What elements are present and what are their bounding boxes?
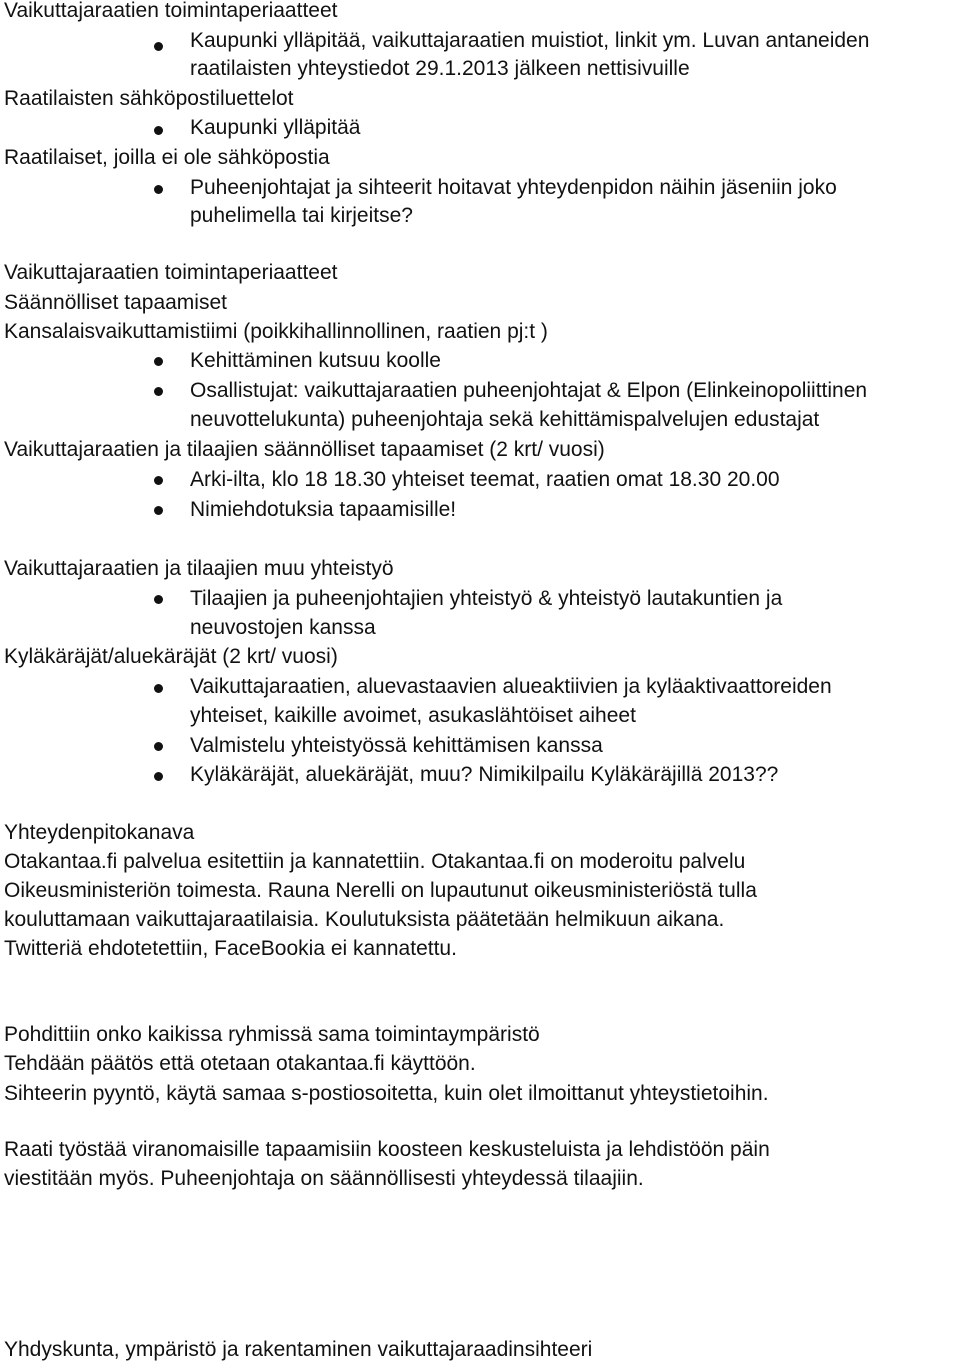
bullet-dot bbox=[154, 185, 163, 194]
bullet-dot bbox=[154, 684, 163, 693]
section4-heading: Yhteydenpitokanava bbox=[4, 821, 195, 844]
section5-line2: Tehdään päätös että otetaan otakantaa.fi käyttöön. bbox=[4, 1052, 476, 1075]
section1-bullet2: Kaupunki ylläpitää bbox=[190, 116, 361, 139]
section2-regular-line: Vaikuttajaraatien ja tilaajien säännölliset tapaamiset (2 krt/ vuosi) bbox=[4, 438, 605, 461]
section6-line2: viestitään myös. Puheenjohtaja on säännöllisesti yhteydessä tilaajiin. bbox=[4, 1167, 644, 1190]
section2-bullet4: Nimiehdotuksia tapaamisille! bbox=[190, 498, 457, 521]
bullet-dot bbox=[154, 387, 163, 396]
section3-bullet2-line2: yhteiset, kaikille avoimet, asukaslähtöiset aiheet bbox=[190, 704, 636, 727]
section4-line2: Oikeusministeriön toimesta. Rauna Nerelli on lupautunut oikeusministeriöstä tulla bbox=[4, 879, 757, 902]
section2-bullet3: Arki-ilta, klo 18 18.30 yhteiset teemat, raatien omat 18.30 20.00 bbox=[190, 468, 780, 491]
section3-bullet1-line2: neuvostojen kanssa bbox=[190, 616, 376, 639]
section3-bullet3: Valmistelu yhteistyössä kehittämisen kanssa bbox=[190, 734, 603, 757]
section1-bullet3-line1: Puheenjohtajat ja sihteerit hoitavat yhteydenpidon näihin jäseniin joko bbox=[190, 176, 837, 199]
section2-bullet1: Kehittäminen kutsuu koolle bbox=[190, 349, 441, 372]
footer-signature: Yhdyskunta, ympäristö ja rakentaminen vaikuttajaraadinsihteeri bbox=[4, 1338, 593, 1361]
section4-line4: Twitteriä ehdotetettiin, FaceBookia ei kannatettu. bbox=[4, 937, 457, 960]
bullet-dot bbox=[154, 742, 163, 751]
section5-line3: Sihteerin pyyntö, käytä samaa s-postiosoitetta, kuin olet ilmoittanut yhteystietoihin. bbox=[4, 1082, 769, 1105]
section4-line1: Otakantaa.fi palvelua esitettiin ja kannatettiin. Otakantaa.fi on moderoitu palvelu bbox=[4, 850, 746, 873]
section6-line1: Raati työstää viranomaisille tapaamisiin koosteen keskusteluista ja lehdistöön päin bbox=[4, 1138, 770, 1161]
section1-heading: Vaikuttajaraatien toimintaperiaatteet bbox=[4, 0, 338, 22]
section3-subheading: Kyläkäräjät/aluekäräjät (2 krt/ vuosi) bbox=[4, 645, 338, 668]
bullet-dot bbox=[154, 42, 163, 51]
bullet-dot bbox=[154, 772, 163, 781]
section1-bullet1-line1: Kaupunki ylläpitää, vaikuttajaraatien muistiot, linkit ym. Luvan antaneiden bbox=[190, 29, 870, 52]
section2-team-line: Kansalaisvaikuttamistiimi (poikkihallinnollinen, raatien pj:t ) bbox=[4, 320, 548, 343]
bullet-dot bbox=[154, 357, 163, 366]
bullet-dot bbox=[154, 126, 163, 135]
section2-subheading-meetings: Säännölliset tapaamiset bbox=[4, 291, 227, 314]
bullet-dot bbox=[154, 476, 163, 485]
section2-bullet2-line1: Osallistujat: vaikuttajaraatien puheenjohtajat & Elpon (Elinkeinopoliittinen bbox=[190, 379, 868, 402]
section3-bullet2-line1: Vaikuttajaraatien, aluevastaavien alueaktiivien ja kyläaktivaattoreiden bbox=[190, 675, 832, 698]
bullet-dot bbox=[154, 595, 163, 604]
section2-heading: Vaikuttajaraatien toimintaperiaatteet bbox=[4, 261, 338, 284]
section3-bullet1-line1: Tilaajien ja puheenjohtajien yhteistyö & yhteistyö lautakuntien ja bbox=[190, 587, 783, 610]
section2-bullet2-line2: neuvottelukunta) puheenjohtaja sekä kehittämispalvelujen edustajat bbox=[190, 408, 820, 431]
bullet-dot bbox=[154, 506, 163, 515]
section3-heading: Vaikuttajaraatien ja tilaajien muu yhteistyö bbox=[4, 557, 394, 580]
section1-bullet1-line2: raatilaisten yhteystiedot 29.1.2013 jälkeen nettisivuille bbox=[190, 57, 690, 80]
section3-bullet4: Kyläkäräjät, aluekäräjät, muu? Nimikilpailu Kyläkäräjillä 2013?? bbox=[190, 763, 779, 786]
section4-line3: kouluttamaan vaikuttajaraatilaisia. Koulutuksista päätetään helmikuun aikana. bbox=[4, 908, 725, 931]
section1-bullet3-line2: puhelimella tai kirjeitse? bbox=[190, 204, 413, 227]
section5-line1: Pohdittiin onko kaikissa ryhmissä sama toimintaympäristö bbox=[4, 1023, 540, 1046]
section1-subheading-noemail: Raatilaiset, joilla ei ole sähköpostia bbox=[4, 146, 330, 169]
section1-subheading-email: Raatilaisten sähköpostiluettelot bbox=[4, 87, 294, 110]
